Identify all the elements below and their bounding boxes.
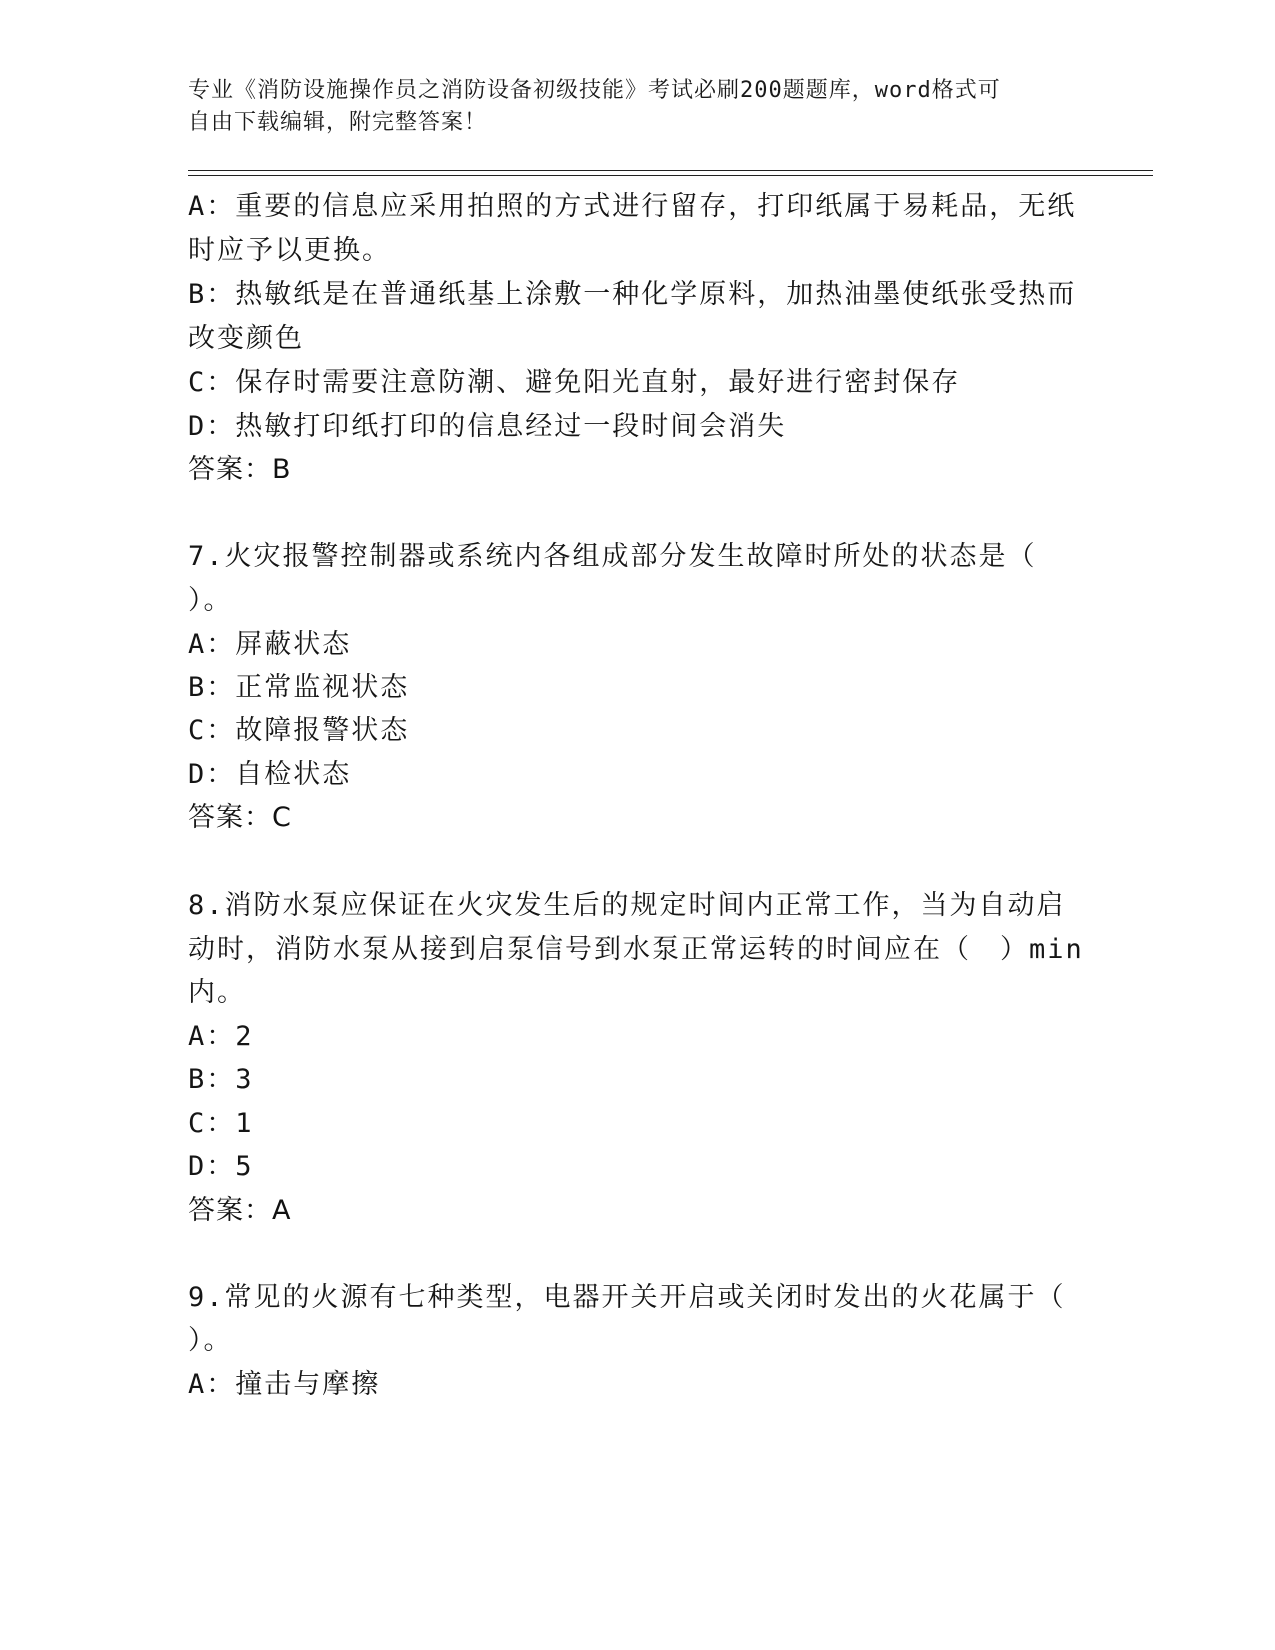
prev-option-d: D：热敏打印纸打印的信息经过一段时间会消失 [188,411,787,442]
q8-stem-line-1: 8.消防水泵应保证在火灾发生后的规定时间内正常工作，当为自动启 [188,890,1066,921]
q8-option-d: D：5 [188,1151,254,1182]
doc-header-line-1: 专业《消防设施操作员之消防设备初级技能》考试必刷200题题库，word格式可 [188,78,1001,103]
q7-option-d: D：自检状态 [188,759,352,790]
q7-answer: 答案：C [188,802,292,833]
header-rule-top [188,170,1153,171]
q9-stem-line-2: ）。 [188,1325,233,1356]
q8-option-c: C：1 [188,1108,254,1139]
q7-option-a: A：屏蔽状态 [188,629,352,660]
prev-option-a-line-2: 时应予以更换。 [188,235,391,266]
header-rule-bottom [188,175,1153,176]
q8-option-b: B：3 [188,1064,254,1095]
q7-stem-line-2: ）。 [188,585,233,616]
prev-answer: 答案：B [188,454,292,485]
q8-option-a: A：2 [188,1021,254,1052]
q8-answer: 答案：A [188,1195,292,1226]
q9-option-a: A：撞击与摩擦 [188,1369,381,1400]
q8-stem-line-3: 内。 [188,977,246,1008]
prev-option-c: C：保存时需要注意防潮、避免阳光直射，最好进行密封保存 [188,367,961,398]
q8-stem-line-2: 动时，消防水泵从接到启泵信号到水泵正常运转的时间应在（ ）min [188,934,1084,965]
prev-option-b-line-1: B：热敏纸是在普通纸基上涂敷一种化学原料，加热油墨使纸张受热而 [188,279,1077,310]
doc-header-line-2: 自由下载编辑，附完整答案！ [188,110,488,135]
prev-option-b-line-2: 改变颜色 [188,323,304,354]
q9-stem-line-1: 9.常见的火源有七种类型，电器开关开启或关闭时发出的火花属于（ [188,1282,1066,1313]
q7-option-b: B：正常监视状态 [188,672,410,703]
prev-option-a-line-1: A：重要的信息应采用拍照的方式进行留存，打印纸属于易耗品，无纸 [188,191,1077,222]
q7-stem-line-1: 7.火灾报警控制器或系统内各组成部分发生故障时所处的状态是（ [188,541,1037,572]
q7-option-c: C：故障报警状态 [188,715,410,746]
